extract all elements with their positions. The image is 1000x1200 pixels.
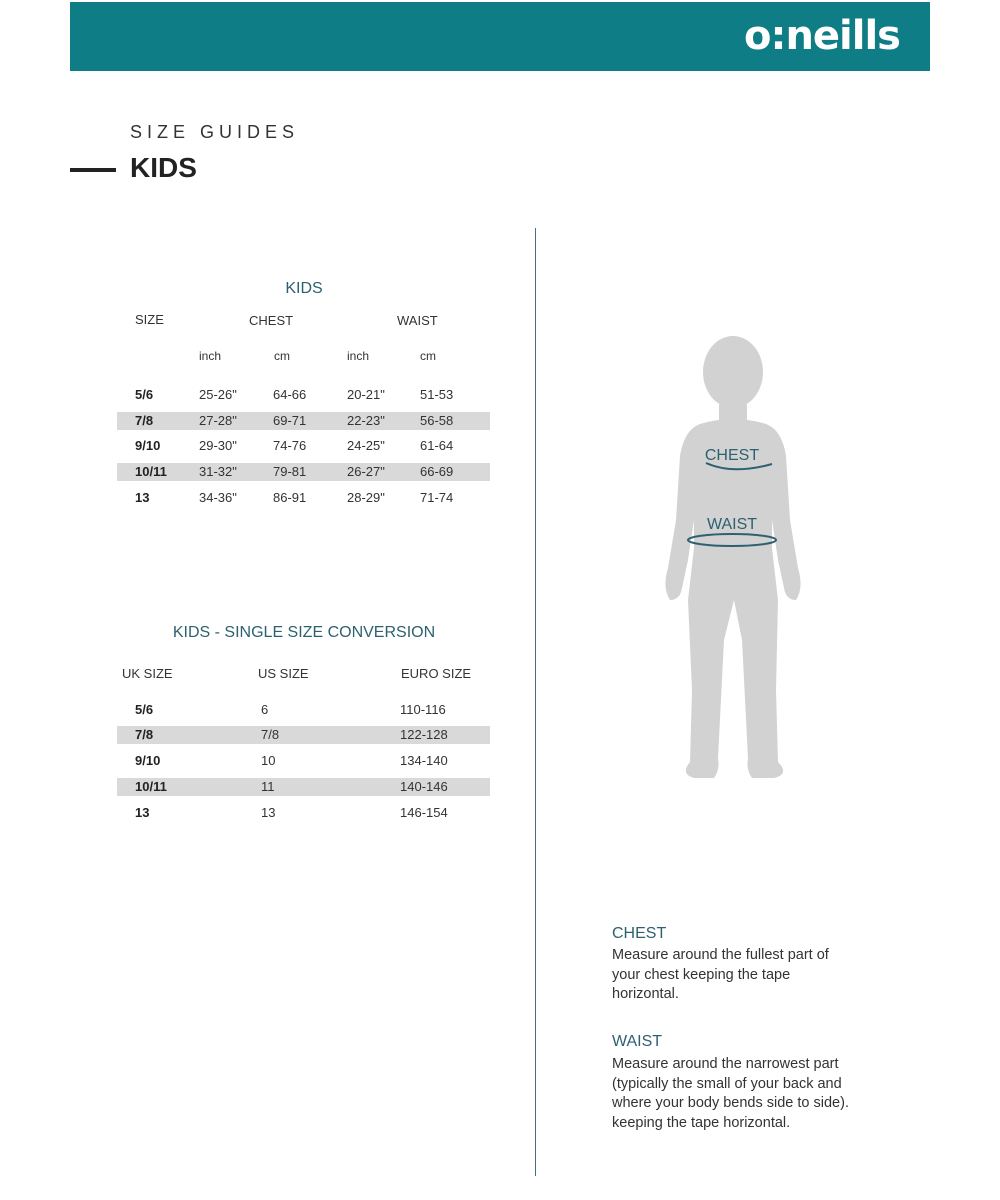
chest-cm-cell: 64-66 — [273, 387, 307, 402]
waist-info-title: WAIST — [612, 1033, 663, 1050]
figure-waist-label: WAIST — [706, 516, 758, 533]
euro-size-cell: 134-140 — [400, 753, 448, 768]
waist-cm-cell: 66-69 — [420, 464, 454, 479]
us-size-cell: 11 — [261, 779, 275, 794]
waist-cm-cell: 56-58 — [420, 413, 454, 428]
table-row — [117, 726, 490, 744]
us-size-cell: 6 — [261, 702, 269, 717]
conversion-table-title: KIDS - SINGLE SIZE CONVERSION — [172, 624, 436, 641]
table-row — [117, 804, 490, 822]
table-row — [117, 437, 490, 455]
size-cell: 7/8 — [135, 413, 154, 428]
col-us-size: US SIZE — [258, 666, 309, 681]
table-row — [117, 701, 490, 719]
chest-cm-cell: 79-81 — [273, 464, 307, 479]
unit-chest-inch: inch — [199, 349, 222, 363]
size-cell: 5/6 — [135, 387, 154, 402]
waist-cm-cell: 61-64 — [420, 438, 454, 453]
us-size-cell: 13 — [261, 805, 276, 820]
size-cell: 10/11 — [135, 464, 167, 479]
table-row — [117, 412, 490, 430]
body-silhouette-icon — [665, 336, 800, 778]
waist-inch-cell: 20-21" — [347, 387, 385, 402]
col-uk-size: UK SIZE — [122, 666, 173, 681]
child-body-figure — [640, 330, 830, 790]
chest-inch-cell: 31-32" — [199, 464, 237, 479]
waist-info-line: Measure around the narrowest part — [612, 1056, 839, 1072]
brand-banner — [70, 2, 930, 71]
size-cell: 13 — [135, 490, 150, 505]
chest-inch-cell: 27-28" — [199, 413, 237, 428]
oneills-logo: o:neills — [743, 13, 900, 59]
waist-info-line: where your body bends side to side). — [612, 1095, 849, 1111]
chest-inch-cell: 29-30" — [199, 438, 237, 453]
waist-inch-cell: 28-29" — [347, 490, 385, 505]
us-size-cell: 7/8 — [261, 727, 280, 742]
euro-size-cell: 122-128 — [400, 727, 448, 742]
uk-size-cell: 9/10 — [135, 753, 161, 768]
uk-size-cell: 5/6 — [135, 702, 154, 717]
waist-inch-cell: 24-25" — [347, 438, 385, 453]
unit-waist-cm: cm — [420, 349, 436, 363]
chest-inch-cell: 25-26" — [199, 387, 237, 402]
chest-info-line: your chest keeping the tape — [612, 966, 791, 983]
euro-size-cell: 140-146 — [400, 779, 448, 794]
figure-chest-label: CHEST — [704, 447, 760, 464]
col-waist: WAIST — [397, 313, 438, 328]
unit-chest-cm: cm — [274, 349, 290, 363]
waist-cm-cell: 71-74 — [420, 490, 454, 505]
col-size: SIZE — [135, 312, 164, 327]
chest-info-line: Measure around the fullest part of — [612, 947, 829, 963]
page-subtitle: SIZE GUIDES — [130, 122, 300, 142]
chest-info-line: horizontal. — [612, 986, 679, 1002]
waist-inch-cell: 22-23" — [347, 413, 385, 428]
title-rule — [70, 168, 116, 172]
page-title: KIDS — [130, 152, 197, 183]
table-row — [117, 386, 490, 404]
kids-table-title: KIDS — [285, 280, 323, 297]
table-row — [117, 489, 490, 507]
size-cell: 9/10 — [135, 438, 161, 453]
us-size-cell: 10 — [261, 753, 276, 768]
chest-info-title: CHEST — [612, 925, 667, 942]
waist-inch-cell: 26-27" — [347, 464, 385, 479]
table-row — [117, 463, 490, 481]
table-row — [117, 752, 490, 770]
waist-info-text — [612, 1055, 902, 1133]
uk-size-cell: 10/11 — [135, 779, 167, 794]
table-row — [117, 778, 490, 796]
euro-size-cell: 110-116 — [400, 702, 446, 717]
col-chest: CHEST — [249, 313, 294, 328]
chest-cm-cell: 74-76 — [273, 438, 307, 453]
waist-info-line: keeping the tape horizontal. — [612, 1114, 791, 1131]
waist-cm-cell: 51-53 — [420, 387, 454, 402]
col-euro-size: EURO SIZE — [401, 666, 472, 681]
chest-cm-cell: 69-71 — [273, 413, 307, 428]
chest-cm-cell: 86-91 — [273, 490, 307, 505]
chest-inch-cell: 34-36" — [199, 490, 237, 505]
uk-size-cell: 13 — [135, 805, 150, 820]
chest-info-text — [612, 946, 902, 1005]
euro-size-cell: 146-154 — [400, 805, 448, 820]
vertical-divider — [535, 228, 536, 1176]
uk-size-cell: 7/8 — [135, 727, 154, 742]
unit-waist-inch: inch — [347, 349, 370, 363]
waist-info-line: (typically the small of your back and — [612, 1075, 842, 1092]
